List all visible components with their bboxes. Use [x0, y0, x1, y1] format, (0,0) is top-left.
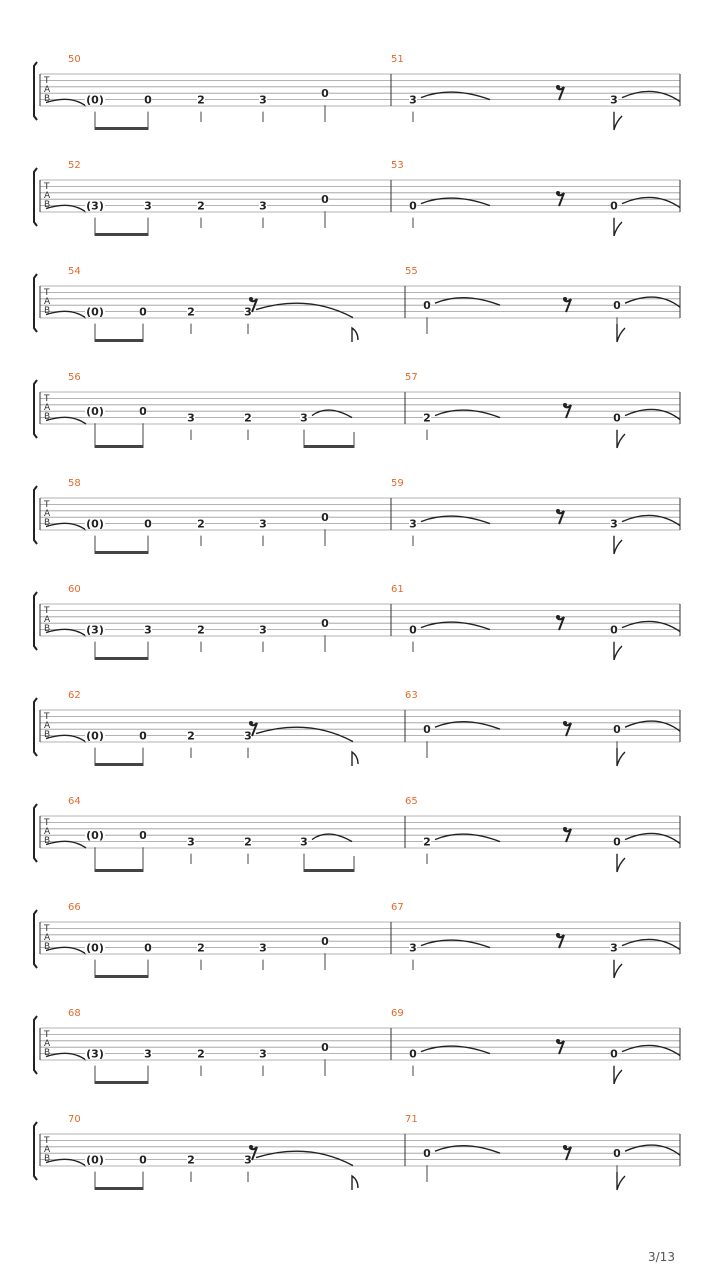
tab-clef-letter: A — [44, 509, 51, 519]
fret-number: (0) — [86, 1153, 104, 1167]
system-bracket — [34, 698, 37, 756]
fret-number: 2 — [197, 1047, 205, 1061]
beam — [304, 445, 354, 448]
fret-number: 0 — [139, 829, 147, 843]
page-indicator: 3/13 — [648, 1250, 675, 1264]
fret-number: 2 — [197, 517, 205, 531]
fret-number: 0 — [321, 511, 329, 525]
fret-number: 3 — [244, 305, 252, 319]
tab-clef-letter: T — [44, 394, 50, 404]
eighth-flag — [617, 324, 625, 342]
tab-clef-letter: A — [44, 933, 51, 943]
tab-clef-letter: B — [44, 942, 51, 952]
tie-arc — [46, 947, 86, 954]
fret-number: (0) — [86, 729, 104, 743]
fret-number: (0) — [86, 93, 104, 107]
fret-number: 0 — [610, 1047, 618, 1061]
fret-number: 2 — [187, 305, 195, 319]
measure-number: 71 — [405, 1114, 418, 1125]
fret-number: 0 — [613, 1147, 621, 1161]
fret-number: (3) — [86, 623, 104, 637]
tab-clef-letter: T — [44, 1030, 50, 1040]
measure-number: 66 — [68, 902, 81, 913]
fret-number: 0 — [613, 835, 621, 849]
tab-clef-letter: A — [44, 615, 51, 625]
tie-arc — [46, 1053, 86, 1060]
fret-number: 0 — [613, 299, 621, 313]
eighth-flag — [614, 112, 622, 130]
fret-number: 0 — [613, 411, 621, 425]
fret-number: 0 — [423, 1147, 431, 1161]
fret-number: 3 — [144, 199, 152, 213]
measure-number: 64 — [68, 796, 81, 807]
fret-number: 0 — [321, 1041, 329, 1055]
fret-number: 3 — [244, 1153, 252, 1167]
eighth-rest-dot — [249, 297, 253, 301]
tab-clef-letter: T — [44, 712, 50, 722]
tab-clef-letter: B — [44, 200, 51, 210]
fret-number: (3) — [86, 1047, 104, 1061]
fret-number: 3 — [610, 941, 618, 955]
tab-clef-letter: T — [44, 500, 50, 510]
tab-clef-letter: T — [44, 818, 50, 828]
system-bracket — [34, 1122, 37, 1180]
tie-arc — [46, 1159, 86, 1166]
fret-number: 0 — [409, 1047, 417, 1061]
fret-number: (0) — [86, 405, 104, 419]
eighth-flag — [617, 748, 625, 766]
system-bracket — [34, 1016, 37, 1074]
tab-clef-letter: A — [44, 403, 51, 413]
tab-clef-letter: A — [44, 297, 51, 307]
eighth-flag — [614, 642, 622, 660]
fret-number: 3 — [244, 729, 252, 743]
system-bracket — [34, 168, 37, 226]
fret-number: 3 — [409, 517, 417, 531]
beam — [95, 1081, 148, 1084]
eighth-rest-dot — [249, 1145, 253, 1149]
beam — [95, 233, 148, 236]
beam — [95, 445, 143, 448]
beam — [95, 869, 143, 872]
fret-number: 0 — [139, 305, 147, 319]
tab-clef-letter: B — [44, 306, 51, 316]
fret-number: 0 — [321, 193, 329, 207]
eighth-flag — [614, 536, 622, 554]
fret-number: 2 — [187, 729, 195, 743]
fret-number: 2 — [423, 835, 431, 849]
fret-number: 2 — [187, 1153, 195, 1167]
fret-number: 3 — [259, 941, 267, 955]
fret-number: 0 — [321, 617, 329, 631]
eighth-rest-dot — [563, 297, 567, 301]
fret-number: 3 — [259, 199, 267, 213]
measure-number: 60 — [68, 584, 81, 595]
measure-number: 69 — [391, 1008, 404, 1019]
tie-arc — [46, 841, 86, 848]
fret-number: (0) — [86, 305, 104, 319]
tab-clef-letter: B — [44, 1154, 51, 1164]
fret-number: 3 — [300, 835, 308, 849]
fret-number: 3 — [144, 623, 152, 637]
tab-clef-letter: B — [44, 624, 51, 634]
eighth-flag — [617, 1172, 625, 1190]
fret-number: 2 — [197, 623, 205, 637]
fret-number: 0 — [144, 93, 152, 107]
eighth-rest-dot — [563, 1145, 567, 1149]
tab-clef-letter: T — [44, 1136, 50, 1146]
measure-number: 62 — [68, 690, 81, 701]
tie-arc — [46, 99, 86, 106]
system-bracket — [34, 274, 37, 332]
tie-arc — [46, 417, 86, 424]
fret-number: 2 — [197, 199, 205, 213]
eighth-rest-dot — [556, 509, 560, 513]
tab-clef-letter: T — [44, 606, 50, 616]
tab-clef-letter: A — [44, 191, 51, 201]
measure-number: 61 — [391, 584, 404, 595]
fret-number: 0 — [613, 723, 621, 737]
measure-number: 51 — [391, 54, 404, 65]
fret-number: 3 — [259, 93, 267, 107]
beam — [95, 339, 143, 342]
measure-number: 54 — [68, 266, 81, 277]
tab-clef-letter: T — [44, 182, 50, 192]
fret-number: 0 — [139, 1153, 147, 1167]
fret-number: 0 — [610, 623, 618, 637]
beam — [304, 869, 354, 872]
tab-clef-letter: B — [44, 1048, 51, 1058]
fret-number: (3) — [86, 199, 104, 213]
eighth-flag — [614, 1066, 622, 1084]
measure-number: 63 — [405, 690, 418, 701]
system-bracket — [34, 62, 37, 120]
fret-number: 0 — [144, 941, 152, 955]
fret-number: 0 — [423, 723, 431, 737]
eighth-rest-dot — [563, 721, 567, 725]
fret-number: 0 — [409, 623, 417, 637]
fret-number: 0 — [409, 199, 417, 213]
system-bracket — [34, 804, 37, 862]
measure-number: 50 — [68, 54, 81, 65]
eighth-flag — [352, 752, 358, 766]
tab-clef-letter: T — [44, 288, 50, 298]
measure-number: 59 — [391, 478, 404, 489]
fret-number: 3 — [610, 517, 618, 531]
fret-number: 3 — [409, 941, 417, 955]
tab-clef-letter: T — [44, 76, 50, 86]
fret-number: 2 — [197, 93, 205, 107]
fret-number: 3 — [259, 1047, 267, 1061]
fret-number: 3 — [409, 93, 417, 107]
eighth-rest-dot — [563, 827, 567, 831]
eighth-rest-dot — [563, 403, 567, 407]
tab-clef-letter: B — [44, 518, 51, 528]
eighth-flag — [614, 218, 622, 236]
measure-number: 68 — [68, 1008, 81, 1019]
tie-arc — [46, 205, 86, 212]
fret-number: 3 — [259, 517, 267, 531]
tie-arc — [46, 629, 86, 636]
eighth-flag — [617, 430, 625, 448]
tab-clef-letter: B — [44, 94, 51, 104]
system-bracket — [34, 910, 37, 968]
measure-number: 53 — [391, 160, 404, 171]
fret-number: 0 — [144, 517, 152, 531]
fret-number: 0 — [610, 199, 618, 213]
fret-number: 2 — [244, 835, 252, 849]
eighth-flag — [614, 960, 622, 978]
eighth-flag — [352, 1176, 358, 1190]
eighth-rest-dot — [556, 1039, 560, 1043]
fret-number: 3 — [187, 411, 195, 425]
fret-number: 0 — [423, 299, 431, 313]
tie-arc — [46, 311, 86, 318]
beam — [95, 763, 143, 766]
eighth-rest-dot — [556, 191, 560, 195]
measure-number: 58 — [68, 478, 81, 489]
beam — [95, 975, 148, 978]
beam — [95, 127, 148, 130]
eighth-rest-dot — [556, 933, 560, 937]
tab-clef-letter: A — [44, 1039, 51, 1049]
tab-clef-letter: A — [44, 85, 51, 95]
eighth-rest-dot — [556, 85, 560, 89]
fret-number: 2 — [423, 411, 431, 425]
fret-number: 3 — [187, 835, 195, 849]
fret-number: 2 — [244, 411, 252, 425]
beam — [95, 657, 148, 660]
fret-number: 2 — [197, 941, 205, 955]
fret-number: (0) — [86, 941, 104, 955]
tab-clef-letter: B — [44, 412, 51, 422]
fret-number: (0) — [86, 829, 104, 843]
beam — [95, 1187, 143, 1190]
system-bracket — [34, 380, 37, 438]
measure-number: 67 — [391, 902, 404, 913]
tab-clef-letter: A — [44, 721, 51, 731]
measure-number: 55 — [405, 266, 418, 277]
fret-number: 3 — [259, 623, 267, 637]
fret-number: 0 — [139, 405, 147, 419]
system-bracket — [34, 486, 37, 544]
fret-number: 3 — [610, 93, 618, 107]
eighth-rest-dot — [249, 721, 253, 725]
measure-number: 56 — [68, 372, 81, 383]
system-bracket — [34, 592, 37, 650]
tab-clef-letter: B — [44, 730, 51, 740]
eighth-flag — [352, 328, 358, 342]
fret-number: 3 — [300, 411, 308, 425]
fret-number: 3 — [144, 1047, 152, 1061]
tab-clef-letter: A — [44, 1145, 51, 1155]
eighth-rest-dot — [556, 615, 560, 619]
beam — [95, 551, 148, 554]
eighth-flag — [617, 854, 625, 872]
tab-clef-letter: A — [44, 827, 51, 837]
fret-number: 0 — [139, 729, 147, 743]
fret-number: 0 — [321, 87, 329, 101]
fret-number: (0) — [86, 517, 104, 531]
measure-number: 52 — [68, 160, 81, 171]
measure-number: 70 — [68, 1114, 81, 1125]
measure-number: 57 — [405, 372, 418, 383]
tab-clef-letter: B — [44, 836, 51, 846]
fret-number: 0 — [321, 935, 329, 949]
measure-number: 65 — [405, 796, 418, 807]
tie-arc — [46, 735, 86, 742]
tab-clef-letter: T — [44, 924, 50, 934]
tie-arc — [46, 523, 86, 530]
